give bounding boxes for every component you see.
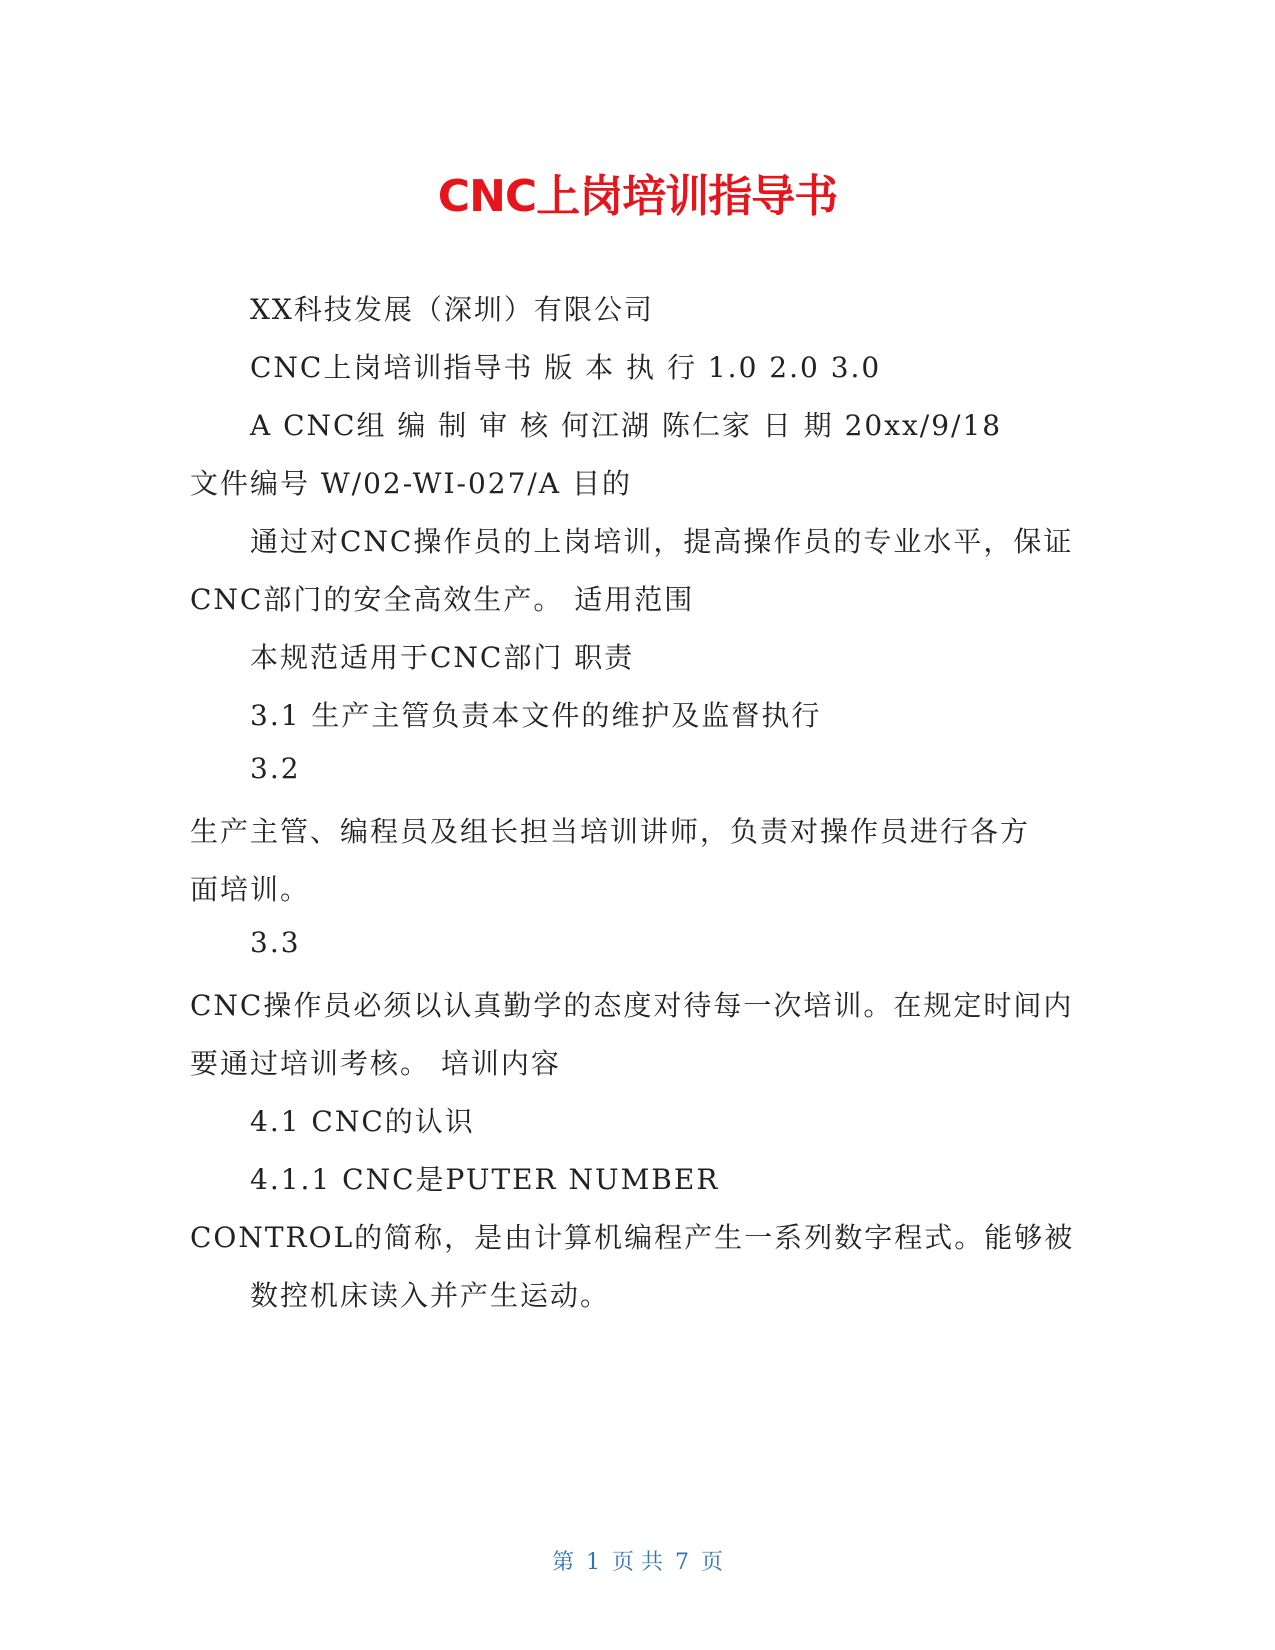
duty-3-1: 3.1 生产主管负责本文件的维护及监督执行 [250, 699, 822, 732]
purpose-line-2: CNC部门的安全高效生产。 适用范围 [190, 583, 695, 616]
footer-suffix: 页 [701, 1550, 724, 1575]
author-date-line: A CNC组 编 制 审 核 何江湖 陈仁家 日 期 20xx/9/18 [250, 409, 1003, 442]
duty-3-2-number: 3.2 [250, 752, 301, 785]
version-line: CNC上岗培训指导书 版 本 执 行 1.0 2.0 3.0 [250, 351, 882, 384]
duty-3-3-line-2: 要通过培训考核。 培训内容 [190, 1047, 561, 1080]
duty-3-3-number: 3.3 [250, 926, 301, 959]
document-title: CNC上岗培训指导书 [437, 171, 838, 222]
section-4-1-1-line-3: 数控机床读入并产生运动。 [250, 1279, 611, 1312]
footer-total-pages: 7 [675, 1550, 689, 1575]
company-name-line: XX科技发展（深圳）有限公司 [250, 293, 654, 326]
file-number-line: 文件编号 W/02-WI-027/A 目的 [190, 467, 632, 500]
footer-prefix: 第 [551, 1550, 574, 1575]
footer-page-number: 1 [586, 1550, 600, 1575]
section-4-1: 4.1 CNC的认识 [250, 1105, 475, 1138]
scope-line: 本规范适用于CNC部门 职责 [250, 641, 635, 674]
duty-3-3-line-1: CNC操作员必须以认真勤学的态度对待每一次培训。在规定时间内 [190, 989, 1074, 1022]
footer-mid: 页 共 [612, 1550, 663, 1575]
page-footer [0, 1545, 1275, 1576]
duty-3-2-line-1: 生产主管、编程员及组长担当培训讲师，负责对操作员进行各方 [190, 815, 1031, 848]
duty-3-2-line-2: 面培训。 [190, 873, 311, 906]
section-4-1-1-line-2: CONTROL的简称，是由计算机编程产生一系列数字程式。能够被 [190, 1221, 1075, 1254]
purpose-line-1: 通过对CNC操作员的上岗培训，提高操作员的专业水平，保证 [250, 525, 1074, 558]
section-4-1-1: 4.1.1 CNC是PUTER NUMBER [250, 1163, 720, 1196]
